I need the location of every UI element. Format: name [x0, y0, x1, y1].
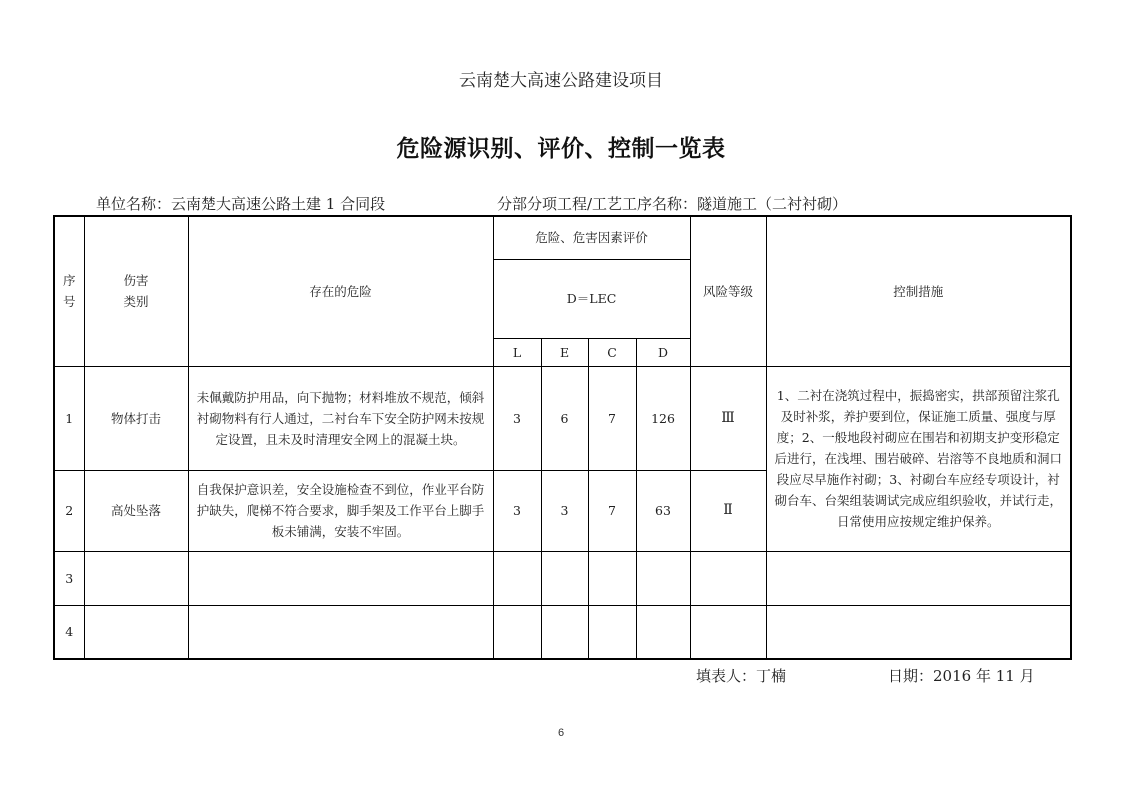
header-L: L — [493, 338, 541, 366]
unit-name: 单位名称：云南楚大高速公路土建 1 合同段 — [96, 195, 386, 213]
page-title: 危险源识别、评价、控制一览表 — [396, 136, 726, 162]
cell-L: 3 — [493, 366, 541, 470]
header-harm-type-line1: 伤害 — [123, 273, 149, 289]
cell-harm-type: 物体打击 — [84, 366, 188, 470]
header-evaluation: 危险、危害因素评价 — [493, 216, 690, 259]
cell-L — [493, 551, 541, 605]
cell-C — [588, 551, 636, 605]
cell-harm-type — [84, 551, 188, 605]
cell-D: 126 — [636, 366, 690, 470]
header-risk-level: 风险等级 — [690, 216, 766, 366]
header-row-1 — [54, 216, 1071, 259]
cell-E: 3 — [541, 470, 588, 551]
table-row — [54, 605, 1071, 659]
table-row — [54, 366, 1071, 470]
cell-control — [766, 551, 1071, 605]
header-harm-type — [84, 216, 188, 366]
cell-seq: 1 — [54, 366, 84, 470]
header-seq — [54, 216, 84, 366]
table-row — [54, 551, 1071, 605]
cell-C: 7 — [588, 470, 636, 551]
cell-D — [636, 605, 690, 659]
cell-E: 6 — [541, 366, 588, 470]
cell-hazard: 未佩戴防护用品，向下抛物；材料堆放不规范，倾斜衬砌物料有行人通过，二衬台车下安全防护网未按规定设置，且未及时清理安全网上的混凝土块。 — [188, 366, 493, 470]
cell-C: 7 — [588, 366, 636, 470]
header-control: 控制措施 — [766, 216, 1071, 366]
process-name: 分部分项工程/工艺工序名称：隧道施工（二衬衬砌） — [497, 195, 848, 213]
hazard-table — [53, 215, 1072, 660]
header-seq-line2: 号 — [62, 294, 76, 310]
page-number: 6 — [557, 727, 565, 739]
cell-harm-type — [84, 605, 188, 659]
cell-control-measures: 1、二衬在浇筑过程中，振捣密实，拱部预留注浆孔及时补浆，养护要到位，保证施工质量、强度与厚度；2、一般地段衬砌应在围岩和初期支护变形稳定后进行，在浅埋、围岩破碎、岩溶等不良地质和洞口段应尽早施作衬砌；3、衬砌台车应经专项设计，衬砌台车、台架组装调试完成应组织验收，并试行走，日常使用应按规定维护保养。 — [766, 366, 1071, 551]
cell-hazard — [188, 605, 493, 659]
cell-risk-level — [690, 551, 766, 605]
cell-D: 63 — [636, 470, 690, 551]
form-filler: 填表人：丁楠 — [696, 667, 787, 685]
header-D: D — [636, 338, 690, 366]
cell-control — [766, 605, 1071, 659]
form-date: 日期：2016 年 11 月 — [888, 667, 1035, 685]
cell-seq: 3 — [54, 551, 84, 605]
cell-hazard: 自我保护意识差，安全设施检查不到位，作业平台防护缺失，爬梯不符合要求，脚手架及工作平台上脚手板未铺满，安装不牢固。 — [188, 470, 493, 551]
header-E: E — [541, 338, 588, 366]
project-title: 云南楚大高速公路建设项目 — [459, 71, 663, 91]
cell-hazard — [188, 551, 493, 605]
header-harm-type-line2: 类别 — [123, 294, 149, 310]
cell-E — [541, 551, 588, 605]
header-hazard: 存在的危险 — [188, 216, 493, 366]
cell-risk-level: Ⅲ — [690, 366, 766, 470]
cell-C — [588, 605, 636, 659]
cell-D — [636, 551, 690, 605]
cell-L — [493, 605, 541, 659]
cell-risk-level: Ⅱ — [690, 470, 766, 551]
cell-harm-type: 高处坠落 — [84, 470, 188, 551]
header-formula: D＝LEC — [493, 259, 690, 338]
header-C: C — [588, 338, 636, 366]
cell-risk-level — [690, 605, 766, 659]
cell-L: 3 — [493, 470, 541, 551]
header-seq-line1: 序 — [62, 273, 76, 289]
cell-seq: 2 — [54, 470, 84, 551]
cell-E — [541, 605, 588, 659]
cell-seq: 4 — [54, 605, 84, 659]
